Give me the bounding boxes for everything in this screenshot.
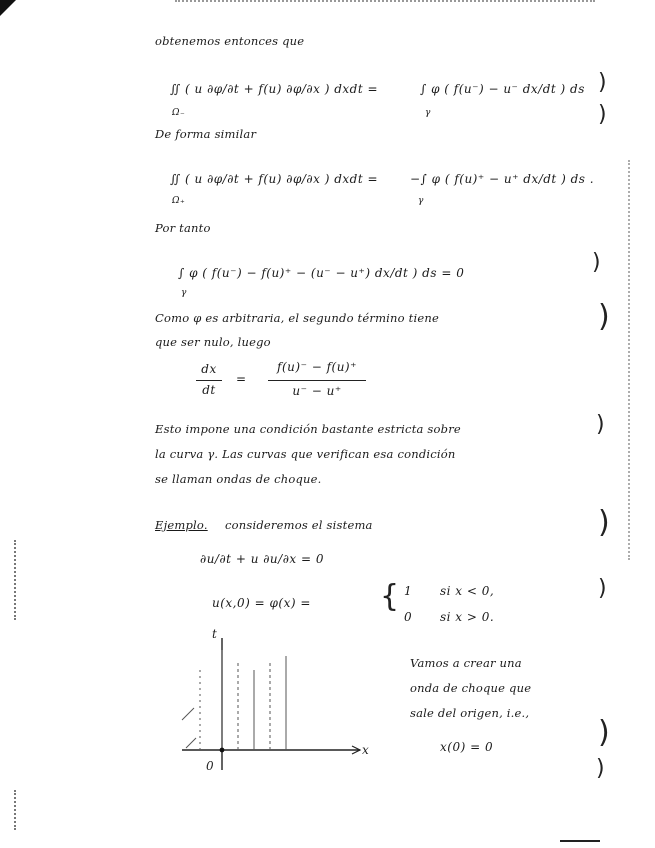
equation-6-lhs: u(x,0) = φ(x) = xyxy=(212,596,311,610)
margin-bracket: ) xyxy=(598,70,607,95)
equation-2-region: Ω₊ xyxy=(172,196,186,206)
margin-bracket: ) xyxy=(598,102,607,127)
characteristic-slant xyxy=(182,708,194,720)
margin-bracket: ) xyxy=(598,576,607,601)
margin-bracket: ) xyxy=(592,250,601,275)
intro-text: obtenemos entonces que xyxy=(155,34,305,48)
scan-artifact xyxy=(628,160,630,560)
equation-2-curve: γ xyxy=(418,196,424,206)
therefore-text: Por tanto xyxy=(155,221,211,235)
origin-dot xyxy=(220,748,225,753)
condition-line-1: Esto impone una condición bastante estricta sobre xyxy=(155,422,461,436)
side-note-line-2: onda de choque que xyxy=(410,681,532,695)
margin-bracket: ) xyxy=(596,412,605,437)
condition-line-3: se llaman ondas de choque. xyxy=(155,472,322,486)
scan-artifact xyxy=(14,790,16,830)
shock-sketch xyxy=(160,620,370,780)
margin-bracket: ) xyxy=(598,299,610,334)
eq4-rhs-num: f(u)⁻ − f(u)⁺ xyxy=(277,360,357,374)
side-note-line-3: sale del origen, i.e., xyxy=(410,706,530,720)
scan-artifact xyxy=(560,840,600,842)
equation-1-rhs: ∫ φ ( f(u⁻) − u⁻ dx/dt ) ds xyxy=(420,82,585,96)
case-1-condition: si x < 0, xyxy=(440,584,495,598)
eq4-lhs-num: dx xyxy=(201,362,217,376)
origin-label: 0 xyxy=(206,759,214,773)
scan-artifact xyxy=(14,540,16,620)
equation-3-curve: γ xyxy=(181,288,187,298)
top-edge-marks xyxy=(175,0,595,10)
margin-bracket: ) xyxy=(596,756,605,781)
characteristic-slant xyxy=(186,738,196,748)
equation-3: ∫ φ ( f(u⁻) − f(u)⁺ − (u⁻ − u⁺) dx/dt ) ds = 0 xyxy=(178,266,465,280)
equation-1-region: Ω₋ xyxy=(172,108,186,118)
equation-5: ∂u/∂t + u ∂u/∂x = 0 xyxy=(200,552,324,566)
side-note-line-1: Vamos a crear una xyxy=(410,656,522,670)
equation-1-lhs: ∬ ( u ∂φ/∂t + f(u) ∂φ/∂x ) dxdt = xyxy=(170,82,379,96)
case-2-value: 0 xyxy=(404,610,413,624)
equation-1-curve: γ xyxy=(425,108,431,118)
condition-line-2: la curva γ. Las curvas que verifican esa condición xyxy=(155,447,456,461)
arbitrary-line-2: que ser nulo, luego xyxy=(155,335,271,349)
example-text: consideremos el sistema xyxy=(225,518,373,532)
eq4-lhs-bar xyxy=(196,380,222,381)
x-axis-label: x xyxy=(362,743,369,757)
eq4-equals: = xyxy=(236,372,247,386)
case-2-condition: si x > 0. xyxy=(440,610,495,624)
page-corner-mark xyxy=(0,0,16,16)
margin-bracket: ) xyxy=(598,715,610,750)
case-1-value: 1 xyxy=(404,584,413,598)
equation-2-lhs: ∬ ( u ∂φ/∂t + f(u) ∂φ/∂x ) dxdt = xyxy=(170,172,379,186)
equation-2-rhs: −∫ φ ( f(u)⁺ − u⁺ dx/dt ) ds . xyxy=(410,172,595,186)
similar-text: De forma similar xyxy=(155,127,257,141)
example-label: Ejemplo. xyxy=(155,518,208,532)
eq4-lhs-den: dt xyxy=(202,383,216,397)
eq4-rhs-bar xyxy=(268,380,366,381)
side-note-equation: x(0) = 0 xyxy=(440,740,494,754)
eq4-rhs-den: u⁻ − u⁺ xyxy=(292,384,342,398)
margin-bracket: ) xyxy=(598,505,610,540)
t-axis-label: t xyxy=(212,627,217,641)
cases-brace: { xyxy=(380,579,400,614)
arbitrary-line-1: Como φ es arbitraria, el segundo término tiene xyxy=(155,311,439,325)
